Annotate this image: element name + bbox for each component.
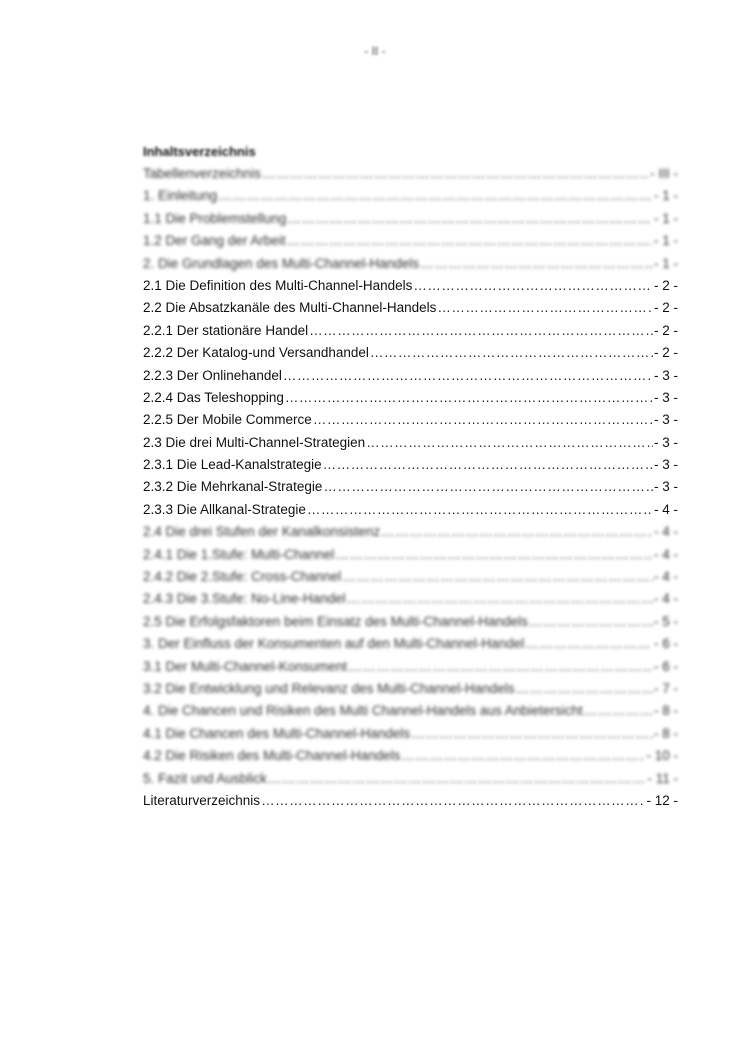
toc-entry-page: - 1 -	[653, 188, 678, 204]
toc-entry-page: - 11 -	[647, 770, 678, 786]
toc-entry-leader-dots	[366, 432, 653, 454]
toc-entry-page: - 4 -	[653, 546, 678, 562]
toc-entry	[143, 768, 678, 790]
toc-entry	[143, 678, 678, 700]
toc-entry-page: - 8 -	[653, 703, 678, 719]
toc-entry-label: Literaturverzeichnis	[143, 792, 261, 808]
toc-entry-leader-dots	[347, 588, 653, 610]
toc-entry-leader-dots	[323, 454, 653, 476]
toc-entry	[143, 611, 678, 633]
toc-entry-leader-dots	[287, 208, 653, 230]
toc-entry-label: 5. Fazit und Ausblick	[143, 770, 267, 786]
toc-entry-list	[143, 163, 678, 812]
toc-entry	[143, 432, 678, 454]
toc-entry	[143, 230, 678, 252]
toc-entry-label: 2.3.1 Die Lead-Kanalstrategie	[143, 457, 322, 473]
toc-entry-leader-dots	[525, 633, 653, 655]
toc-entry-page: - 7 -	[653, 680, 678, 696]
toc-entry-label: 2.2.3 Der Onlinehandel	[143, 367, 282, 383]
toc-entry-leader-dots	[335, 544, 653, 566]
toc-entry	[143, 588, 678, 610]
toc-entry	[143, 566, 678, 588]
toc-entry-label: 2.3 Die drei Multi-Channel-Strategien	[143, 434, 366, 450]
toc-entry	[143, 365, 678, 387]
toc-entry-leader-dots	[313, 409, 653, 431]
toc-entry-leader-dots	[401, 745, 645, 767]
toc-entry-label: 4.1 Die Chancen des Multi-Channel-Handels	[143, 725, 411, 741]
toc-entry-page: - 2 -	[653, 345, 678, 361]
toc-entry-leader-dots	[287, 230, 653, 252]
page-number: - II -	[364, 44, 386, 58]
table-of-contents	[143, 141, 678, 812]
toc-entry-label: 2.4 Die drei Stufen der Kanalkonsistenz	[143, 524, 381, 540]
toc-entry-label: 2.2.1 Der stationäre Handel	[143, 322, 309, 338]
toc-entry	[143, 275, 678, 297]
toc-entry-label: 3. Der Einfluss der Konsumenten auf den Multi-Channel-Handel	[143, 636, 525, 652]
toc-entry-page: - 6 -	[653, 636, 678, 652]
toc-entry-page: - 3 -	[653, 389, 678, 405]
toc-entry-page: - 12 -	[646, 792, 678, 808]
toc-entry	[143, 297, 678, 319]
toc-entry-leader-dots	[307, 499, 653, 521]
toc-entry-page: - 5 -	[653, 613, 678, 629]
toc-entry-leader-dots	[348, 656, 653, 678]
toc-entry-page: - 3 -	[653, 412, 678, 428]
toc-entry-page: - 4 -	[653, 524, 678, 540]
toc-entry	[143, 745, 678, 767]
toc-entry	[143, 476, 678, 498]
toc-entry	[143, 409, 678, 431]
toc-entry	[143, 723, 678, 745]
toc-entry-label: Tabellenverzeichnis	[143, 166, 261, 181]
toc-entry-label: 1.1 Die Problemstellung	[143, 210, 287, 226]
toc-entry-label: 3.1 Der Multi-Channel-Konsument	[143, 658, 348, 674]
toc-entry-page: - 4 -	[653, 569, 678, 585]
toc-entry-label: 2.1 Die Definition des Multi-Channel-Handels	[143, 277, 413, 293]
toc-entry-page: - 3 -	[653, 457, 678, 473]
toc-entry-leader-dots	[381, 521, 653, 543]
toc-entry-page: - 2 -	[653, 322, 678, 338]
toc-entry	[143, 454, 678, 476]
toc-entry-page: - 1 -	[653, 233, 678, 249]
toc-entry-label: 1.2 Der Gang der Arbeit	[143, 233, 286, 249]
toc-entry-label: 2.4.2 Die 2.Stufe: Cross-Channel	[143, 569, 342, 585]
toc-entry-page: - III -	[650, 166, 678, 181]
toc-entry-page: - 6 -	[653, 658, 678, 674]
toc-entry-label: 2.2.2 Der Katalog-und Versandhandel	[143, 345, 369, 361]
toc-entry-leader-dots	[584, 700, 653, 722]
toc-entry	[143, 499, 678, 521]
toc-entry-page: - 1 -	[653, 255, 678, 271]
toc-entry-leader-dots	[285, 387, 653, 409]
toc-entry-page: - 2 -	[653, 300, 678, 316]
toc-entry	[143, 342, 678, 364]
toc-entry-leader-dots	[370, 342, 653, 364]
toc-entry	[143, 185, 678, 207]
toc-entry-leader-dots	[420, 253, 653, 275]
toc-entry-label: 2.3.3 Die Allkanal-Strategie	[143, 501, 306, 517]
toc-entry-label: 1. Einleitung	[143, 188, 218, 204]
toc-entry-leader-dots	[342, 566, 653, 588]
toc-entry	[143, 700, 678, 722]
toc-entry-page: - 3 -	[653, 434, 678, 450]
toc-entry	[143, 387, 678, 409]
toc-entry-leader-dots	[413, 275, 653, 297]
toc-entry-label: 2.4.3 Die 3.Stufe: No-Line-Handel	[143, 591, 346, 607]
toc-entry-page: - 4 -	[653, 501, 678, 517]
toc-entry-leader-dots	[323, 476, 653, 498]
toc-entry-leader-dots	[218, 185, 653, 207]
toc-entry-label: 2.4.1 Die 1.Stufe: Multi-Channel	[143, 546, 335, 562]
toc-entry-label: 4. Die Chancen und Risiken des Multi Channel-Handels aus Anbietersicht	[143, 703, 583, 719]
toc-entry	[143, 521, 678, 543]
toc-entry-page: - 3 -	[653, 479, 678, 495]
toc-entry-label: 4.2 Die Risiken des Multi-Channel-Handels	[143, 748, 401, 764]
toc-entry-label: 2.5 Die Erfolgsfaktoren beim Einsatz des Multi-Channel-Handels	[143, 613, 528, 629]
toc-entry-page: - 4 -	[653, 591, 678, 607]
toc-entry-leader-dots	[309, 320, 653, 342]
toc-entry	[143, 544, 678, 566]
toc-entry	[143, 790, 678, 812]
toc-entry-leader-dots	[268, 768, 647, 790]
toc-entry-page: - 10 -	[646, 748, 678, 764]
toc-entry-page: - 1 -	[653, 210, 678, 226]
toc-entry-leader-dots	[283, 365, 653, 387]
toc-entry-label: 3.2 Die Entwicklung und Relevanz des Multi-Channel-Handels	[143, 680, 515, 696]
toc-entry-label: 2.2 Die Absatzkanäle des Multi-Channel-Handels	[143, 300, 437, 316]
toc-entry	[143, 208, 678, 230]
toc-entry-page: - 8 -	[653, 725, 678, 741]
toc-entry	[143, 633, 678, 655]
toc-entry-label: 2.2.4 Das Teleshopping	[143, 389, 284, 405]
toc-entry-label: 2.3.2 Die Mehrkanal-Strategie	[143, 479, 323, 495]
toc-entry-leader-dots	[261, 790, 645, 812]
toc-entry-leader-dots	[529, 611, 653, 633]
toc-entry-leader-dots	[437, 297, 653, 319]
toc-entry-leader-dots	[411, 723, 653, 745]
toc-entry	[143, 163, 678, 185]
toc-entry-page: - 2 -	[653, 277, 678, 293]
toc-entry-leader-dots	[262, 163, 649, 185]
toc-entry-page: - 3 -	[653, 367, 678, 383]
toc-entry	[143, 253, 678, 275]
toc-entry	[143, 320, 678, 342]
toc-entry-leader-dots	[515, 678, 653, 700]
toc-entry	[143, 656, 678, 678]
toc-entry-label: 2.2.5 Der Mobile Commerce	[143, 412, 312, 428]
toc-title: Inhaltsverzeichnis	[143, 144, 256, 159]
toc-entry-label: 2. Die Grundlagen des Multi-Channel-Handels	[143, 255, 420, 271]
